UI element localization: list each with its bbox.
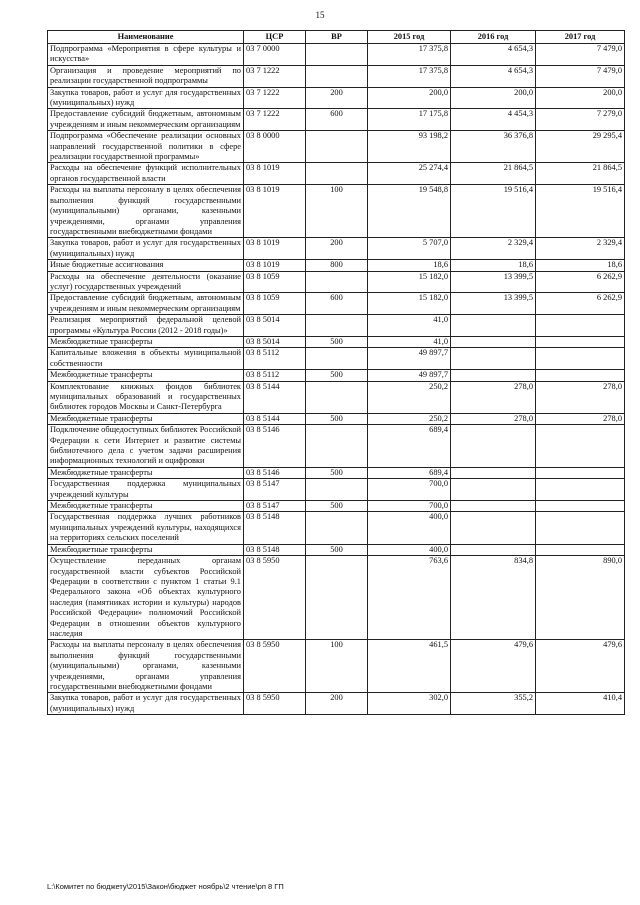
table-body [48,44,625,715]
row-value-2017 [536,544,625,555]
file-path-footer: L:\Комитет по бюджету\2015\Закон\бюджет ноябрь\2 чтение\рп 8 ГП [47,882,284,891]
row-csr: 03 8 5112 [244,370,306,381]
row-value-2016: 278,0 [451,413,536,424]
row-csr: 03 8 5148 [244,512,306,544]
row-vr [306,131,368,163]
row-value-2016: 355,2 [451,693,536,715]
row-value-2016 [451,479,536,501]
row-name: Расходы на обеспечение деятельности (оказание услуг) государственных учреждений [48,271,244,293]
row-value-2015: 93 198,2 [368,131,451,163]
row-value-2017: 278,0 [536,381,625,413]
row-value-2015: 41,0 [368,315,451,337]
table-row [48,544,625,555]
row-csr: 03 8 5950 [244,693,306,715]
row-name: Закупка товаров, работ и услуг для государственных (муниципальных) нужд [48,87,244,109]
row-value-2015: 25 274,4 [368,163,451,185]
row-value-2017 [536,479,625,501]
row-value-2016: 278,0 [451,381,536,413]
row-value-2016: 4 454,3 [451,109,536,131]
row-vr: 200 [306,238,368,260]
row-value-2015: 689,4 [368,425,451,468]
row-name: Государственная поддержка муниципальных учреждений культуры [48,479,244,501]
row-vr [306,65,368,87]
table-row [48,293,625,315]
row-value-2015: 700,0 [368,501,451,512]
row-value-2016: 18,6 [451,260,536,271]
row-value-2017: 18,6 [536,260,625,271]
table-row [48,185,625,238]
row-name: Государственная поддержка лучших работников муниципальных учреждений культуры, находящихся на территориях сельских поселений [48,512,244,544]
row-value-2016: 4 654,3 [451,44,536,66]
row-value-2016 [451,348,536,370]
row-value-2016: 834,8 [451,556,536,640]
page-number: 15 [315,10,325,20]
row-csr: 03 7 1222 [244,87,306,109]
row-name: Реализация мероприятий федеральной целевой программы «Культура России (2012 - 2018 годы)» [48,315,244,337]
row-name: Межбюджетные трансферты [48,413,244,424]
table-row [48,467,625,478]
row-value-2017: 278,0 [536,413,625,424]
row-csr: 03 8 5144 [244,413,306,424]
table-row [48,315,625,337]
row-value-2015: 15 182,0 [368,293,451,315]
row-name: Расходы на обеспечение функций исполнительных органов государственной власти [48,163,244,185]
row-value-2015: 763,6 [368,556,451,640]
table-row [48,693,625,715]
row-value-2015: 250,2 [368,413,451,424]
row-vr: 100 [306,185,368,238]
row-value-2015: 49 897,7 [368,370,451,381]
row-value-2017 [536,501,625,512]
row-value-2017: 7 279,0 [536,109,625,131]
row-value-2015: 461,5 [368,640,451,693]
row-value-2016: 4 654,3 [451,65,536,87]
table-row [48,348,625,370]
row-value-2016 [451,336,536,347]
row-vr [306,44,368,66]
row-vr [306,315,368,337]
row-value-2017: 410,4 [536,693,625,715]
row-csr: 03 8 5147 [244,479,306,501]
row-name: Подключение общедоступных библиотек Российской Федерации к сети Интернет и развитие системы библиотечного дела с учетом задачи расширения информационных технологий и оцифровки [48,425,244,468]
row-value-2015: 17 375,8 [368,44,451,66]
row-name: Межбюджетные трансферты [48,544,244,555]
row-csr: 03 7 0000 [244,44,306,66]
row-csr: 03 8 5146 [244,425,306,468]
table-header-row [48,31,625,44]
header-vr: ВР [306,31,368,44]
row-csr: 03 8 5950 [244,556,306,640]
row-vr: 800 [306,260,368,271]
table-row [48,413,625,424]
row-vr [306,425,368,468]
table-row [48,556,625,640]
row-vr [306,556,368,640]
row-value-2017 [536,425,625,468]
row-value-2015: 689,4 [368,467,451,478]
row-vr: 200 [306,87,368,109]
row-value-2016 [451,501,536,512]
row-vr [306,512,368,544]
row-csr: 03 8 1019 [244,238,306,260]
row-name: Иные бюджетные ассигнования [48,260,244,271]
row-vr: 500 [306,413,368,424]
row-value-2015: 250,2 [368,381,451,413]
table-row [48,65,625,87]
row-name: Межбюджетные трансферты [48,501,244,512]
row-value-2017 [536,336,625,347]
row-value-2016 [451,512,536,544]
row-vr [306,163,368,185]
row-name: Капитальные вложения в объекты муниципальной собственности [48,348,244,370]
row-value-2017: 890,0 [536,556,625,640]
row-vr [306,479,368,501]
table-row [48,87,625,109]
row-value-2017: 29 295,4 [536,131,625,163]
table-row [48,640,625,693]
row-value-2015: 18,6 [368,260,451,271]
row-value-2016 [451,370,536,381]
row-name: Предоставление субсидий бюджетным, автономным учреждениям и иным некоммерческим организациям [48,109,244,131]
row-value-2017: 200,0 [536,87,625,109]
row-value-2015: 700,0 [368,479,451,501]
row-value-2017 [536,512,625,544]
row-value-2016 [451,425,536,468]
row-value-2017: 19 516,4 [536,185,625,238]
row-vr: 200 [306,693,368,715]
row-value-2016: 2 329,4 [451,238,536,260]
row-name: Расходы на выплаты персоналу в целях обеспечения выполнения функций государственными (муниципальными) органами, казенными учреждениями, органами управления государственными внебюджетными фондами [48,185,244,238]
row-name: Осуществление переданных органам государственной власти субъектов Российской Федерации в соответствии с пунктом 1 статьи 9.1 Федерального закона «Об объектах культурного наследия (памятниках истории и культуры) народов Российской Федерации» полномочий Российской Федерации в отношении объектов культурного наследия [48,556,244,640]
table-row [48,370,625,381]
row-value-2015: 49 897,7 [368,348,451,370]
table-row [48,479,625,501]
row-name: Подпрограмма «Мероприятия в сфере культуры и искусства» [48,44,244,66]
row-value-2016: 479,6 [451,640,536,693]
row-csr: 03 8 5148 [244,544,306,555]
row-csr: 03 8 1019 [244,185,306,238]
row-value-2017: 7 479,0 [536,65,625,87]
row-csr: 03 8 5146 [244,467,306,478]
row-vr: 600 [306,109,368,131]
table-row [48,425,625,468]
row-value-2016: 13 399,5 [451,293,536,315]
row-csr: 03 8 5014 [244,315,306,337]
row-name: Подпрограмма «Обеспечение реализации основных направлений государственной политики в сфере реализации государственной программы» [48,131,244,163]
row-name: Межбюджетные трансферты [48,336,244,347]
row-name: Расходы на выплаты персоналу в целях обеспечения выполнения функций государственными (муниципальными) органами, казенными учреждениями, органами управления государственными внебюджетными фондами [48,640,244,693]
table-row [48,44,625,66]
row-name: Закупка товаров, работ и услуг для государственных (муниципальных) нужд [48,238,244,260]
row-name: Межбюджетные трансферты [48,467,244,478]
table-row [48,381,625,413]
row-value-2017: 6 262,9 [536,293,625,315]
row-value-2016: 13 399,5 [451,271,536,293]
table-row [48,238,625,260]
table-row [48,336,625,347]
row-csr: 03 8 1059 [244,293,306,315]
table-row [48,271,625,293]
row-csr: 03 8 5144 [244,381,306,413]
header-csr: ЦСР [244,31,306,44]
row-value-2017 [536,467,625,478]
row-name: Организация и проведение мероприятий по реализации государственной подпрограммы [48,65,244,87]
header-2015: 2015 год [368,31,451,44]
row-csr: 03 8 5950 [244,640,306,693]
row-csr: 03 7 1222 [244,65,306,87]
header-2017: 2017 год [536,31,625,44]
row-vr [306,381,368,413]
row-value-2016: 200,0 [451,87,536,109]
row-value-2015: 400,0 [368,544,451,555]
row-csr: 03 8 5014 [244,336,306,347]
row-value-2015: 41,0 [368,336,451,347]
row-vr: 100 [306,640,368,693]
row-csr: 03 8 5112 [244,348,306,370]
row-value-2015: 17 375,8 [368,65,451,87]
row-csr: 03 8 1019 [244,260,306,271]
row-csr: 03 8 1059 [244,271,306,293]
table-row [48,131,625,163]
table-row [48,260,625,271]
row-value-2015: 5 707,0 [368,238,451,260]
row-value-2016: 21 864,5 [451,163,536,185]
row-name: Предоставление субсидий бюджетным, автономным учреждениям и иным некоммерческим организациям [48,293,244,315]
row-csr: 03 8 5147 [244,501,306,512]
row-csr: 03 7 1222 [244,109,306,131]
row-vr: 500 [306,467,368,478]
row-value-2015: 19 548,8 [368,185,451,238]
row-value-2015: 400,0 [368,512,451,544]
row-vr: 500 [306,544,368,555]
row-value-2017: 2 329,4 [536,238,625,260]
row-name: Комплектование книжных фондов библиотек муниципальных образований и государственных библиотек городов Москвы и Санкт-Петербурга [48,381,244,413]
table-row [48,163,625,185]
table-row [48,501,625,512]
row-value-2015: 17 175,8 [368,109,451,131]
row-value-2015: 200,0 [368,87,451,109]
row-vr [306,348,368,370]
table-row [48,512,625,544]
table-row [48,109,625,131]
header-2016: 2016 год [451,31,536,44]
row-value-2016 [451,467,536,478]
row-value-2017: 21 864,5 [536,163,625,185]
row-value-2017: 7 479,0 [536,44,625,66]
row-value-2016: 19 516,4 [451,185,536,238]
row-value-2017 [536,348,625,370]
row-name: Закупка товаров, работ и услуг для государственных (муниципальных) нужд [48,693,244,715]
row-vr: 500 [306,370,368,381]
row-value-2015: 302,0 [368,693,451,715]
row-value-2015: 15 182,0 [368,271,451,293]
row-value-2017 [536,315,625,337]
row-vr [306,271,368,293]
row-vr: 600 [306,293,368,315]
row-name: Межбюджетные трансферты [48,370,244,381]
row-value-2017 [536,370,625,381]
row-value-2017: 6 262,9 [536,271,625,293]
row-csr: 03 8 1019 [244,163,306,185]
row-value-2016 [451,315,536,337]
row-value-2016: 36 376,8 [451,131,536,163]
row-csr: 03 8 0000 [244,131,306,163]
row-vr: 500 [306,336,368,347]
row-value-2017: 479,6 [536,640,625,693]
budget-table [47,30,625,715]
header-name: Наименование [48,31,244,44]
row-vr: 500 [306,501,368,512]
row-value-2016 [451,544,536,555]
